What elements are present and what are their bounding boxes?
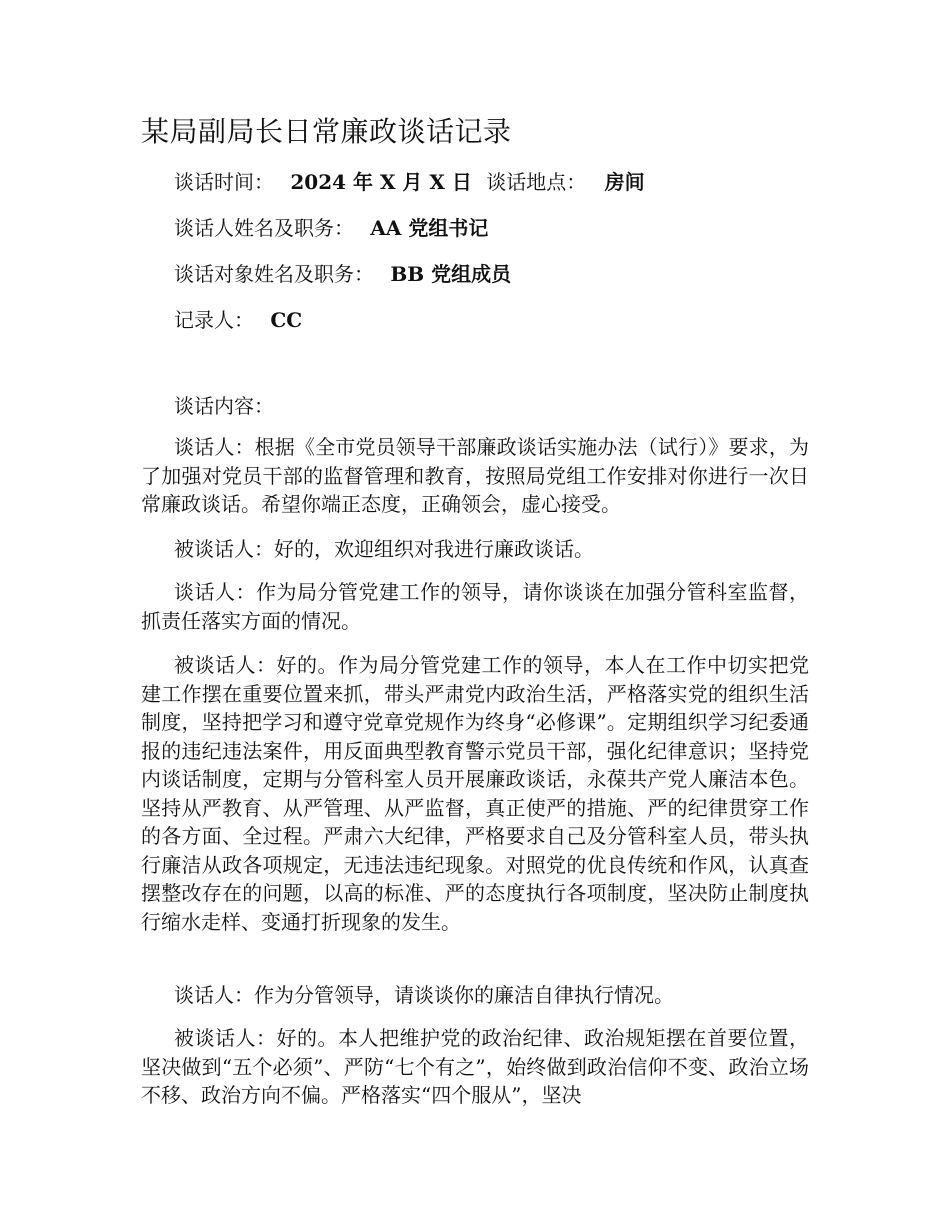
- paragraph: 谈话人：作为局分管党建工作的领导，请你谈谈在加强分管科室监督，抓责任落实方面的情况。: [141, 580, 809, 633]
- talker-label: 谈话人姓名及职务：: [174, 216, 354, 240]
- recorder-label: 记录人：: [174, 308, 254, 332]
- target-label: 谈话对象姓名及职务：: [174, 262, 374, 286]
- place-value: 房间: [604, 170, 645, 194]
- meta-time-place: [174, 168, 645, 196]
- meta-target: [174, 260, 511, 288]
- time-value: 2024 年 X 月 X 日: [290, 170, 472, 194]
- meta-recorder: [174, 306, 302, 334]
- target-value: BB 党组成员: [390, 262, 512, 286]
- place-label: 谈话地点：: [486, 170, 587, 194]
- paragraph: 被谈话人：好的。本人把维护党的政治纪律、政治规矩摆在首要位置，坚决做到“五个必须”、严防“七个有之”，始终做到政治信仰不变、政治立场不移、政治方向不偏。严格落实“四个服从”，坚决: [141, 1026, 809, 1107]
- time-label: 谈话时间：: [174, 170, 274, 194]
- content-label: 谈话内容：: [174, 394, 274, 418]
- recorder-value: CC: [270, 308, 303, 332]
- paragraph: 谈话人：作为分管领导，请谈谈你的廉洁自律执行情况。: [174, 983, 674, 1007]
- meta-talker: [174, 214, 488, 242]
- document-title: 某局副局长日常廉政谈话记录: [141, 115, 512, 148]
- paragraph: 被谈话人：好的，欢迎组织对我进行廉政谈话。: [174, 537, 594, 561]
- paragraph: 被谈话人：好的。作为局分管党建工作的领导，本人在工作中切实把党建工作摆在重要位置来抓，带头严肃党内政治生活，严格落实党的组织生活制度，坚持把学习和遵守党章党规作为终身“必修课”。定期组织学习纪委通报的违纪违法案件，用反面典型教育警示党员干部，强化纪律意识；坚持党内谈话制度，定期与分管科室人员开展廉政谈话，永葆共产党人廉洁本色。坚持从严教育、从严管理、从严监督，真正使严的措施、严的纪律贯穿工作的各方面、全过程。严肃六大纪律，严格要求自己及分管科室人员，带头执行廉洁从政各项规定，无违法违纪现象。对照党的优良传统和作风，认真查摆整改存在的问题，以高的标准、严的态度执行各项制度，坚决防止制度执行缩水走样、变通打折现象的发生。: [141, 653, 809, 934]
- talker-value: AA 党组书记: [370, 216, 489, 240]
- paragraph: 谈话人：根据《全市党员领导干部廉政谈话实施办法（试行）》要求，为了加强对党员干部的监督管理和教育，按照局党组工作安排对你进行一次日常廉政谈话。希望你端正态度，正确领会，虚心接受。: [141, 435, 809, 516]
